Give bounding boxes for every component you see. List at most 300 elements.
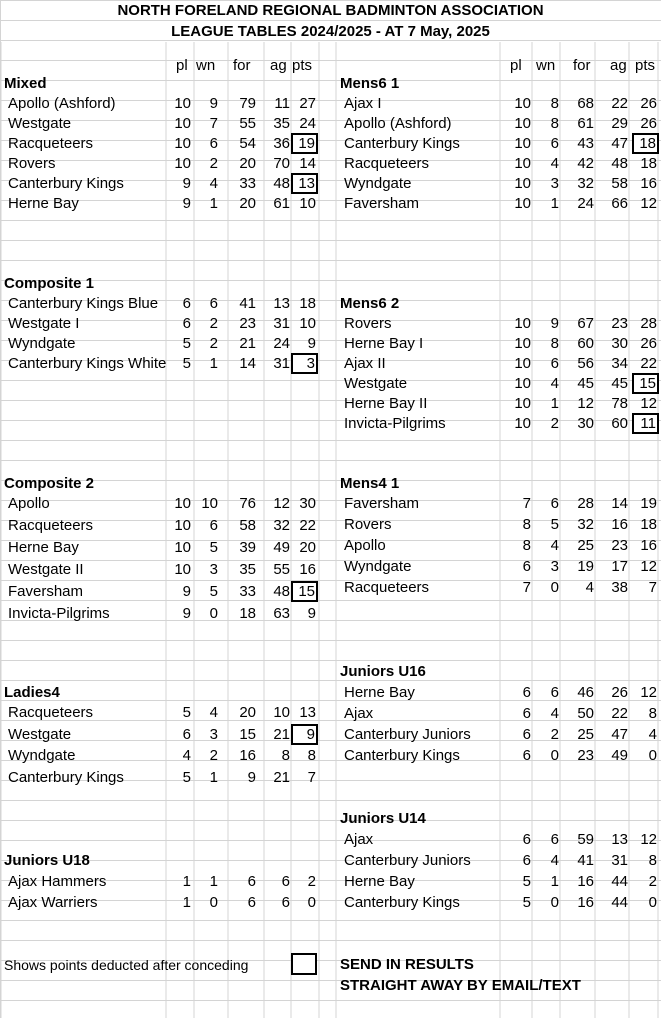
cell-pl: 7	[522, 495, 531, 512]
cell-ag: 31	[273, 315, 290, 332]
cell-pts: 7	[648, 579, 657, 596]
cell-pl: 6	[522, 852, 531, 869]
cell-for: 35	[239, 561, 256, 578]
team-name: Apollo	[8, 495, 50, 512]
table-row	[0, 354, 661, 374]
cell-pts-deducted: 18	[632, 133, 659, 154]
cell-pl: 6	[182, 725, 191, 743]
cell-wn: 2	[209, 155, 218, 172]
team-name: Invicta-Pilgrims	[344, 415, 446, 432]
cell-wn: 5	[550, 516, 559, 533]
cell-pts: 20	[299, 539, 316, 556]
cell-pl: 10	[174, 517, 191, 534]
team-name: Wyndgate	[8, 335, 76, 352]
table-row	[0, 134, 661, 154]
team-name: Wyndgate	[344, 558, 412, 575]
team-name: Ajax	[344, 831, 374, 848]
cell-wn: 6	[209, 517, 218, 534]
cell-ag: 48	[611, 155, 628, 172]
team-name: Westgate I	[8, 315, 80, 332]
cell-pl: 10	[514, 135, 531, 152]
cell-pts: 10	[299, 315, 316, 332]
cell-wn: 6	[550, 135, 559, 152]
cell-pl: 10	[514, 315, 531, 332]
cell-pl: 10	[514, 115, 531, 132]
cell-ag: 32	[273, 517, 290, 534]
table-row	[0, 94, 661, 114]
cell-wn: 6	[550, 831, 559, 848]
cell-pts: 9	[307, 605, 316, 622]
cell-wn: 8	[550, 95, 559, 112]
cell-ag: 47	[611, 726, 628, 743]
table-row	[0, 830, 661, 850]
cell-ag: 12	[273, 495, 290, 512]
cell-pl: 10	[514, 375, 531, 392]
cell-wn: 3	[209, 561, 218, 578]
cell-for: 67	[577, 315, 594, 332]
cell-for: 32	[577, 516, 594, 533]
cell-for: 54	[239, 135, 256, 152]
cell-pts-deducted: 15	[291, 581, 318, 602]
section-title: Juniors U18	[4, 852, 90, 869]
cell-pts: 28	[640, 315, 657, 332]
cell-for: 76	[239, 495, 256, 512]
table-row	[0, 194, 661, 214]
section-title: Juniors U14	[340, 810, 426, 827]
cell-pts: 7	[307, 768, 316, 786]
cell-for: 16	[577, 894, 594, 911]
header-ag: ag	[270, 57, 287, 74]
team-name: Rovers	[8, 155, 56, 172]
team-name: Canterbury Kings White	[8, 355, 167, 372]
cell-ag: 60	[611, 415, 628, 432]
cell-pl: 6	[522, 684, 531, 701]
cell-pl: 9	[182, 605, 191, 622]
table-row	[0, 334, 661, 354]
cell-for: 9	[247, 768, 256, 786]
cell-pts: 2	[648, 873, 657, 890]
cell-pts-deducted: 19	[291, 133, 318, 154]
cell-for: 55	[239, 115, 256, 132]
cell-for: 16	[239, 747, 256, 764]
section-title: Composite 2	[4, 475, 95, 492]
cell-for: 25	[577, 726, 594, 743]
team-name: Racqueteers	[8, 517, 94, 534]
cell-pl: 9	[182, 583, 191, 600]
cell-pts-deducted: 13	[291, 173, 318, 194]
cell-pl: 10	[514, 95, 531, 112]
cell-pl: 6	[522, 558, 531, 575]
cell-pl: 9	[182, 195, 191, 212]
cell-ag: 44	[611, 873, 628, 890]
cell-for: 28	[577, 495, 594, 512]
cell-pts: 12	[640, 831, 657, 848]
section-title: Juniors U16	[340, 663, 426, 680]
cell-ag: 6	[281, 873, 290, 890]
legend-text: Shows points deducted after conceding	[4, 957, 249, 973]
cell-wn: 1	[550, 873, 559, 890]
cell-ag: 55	[273, 561, 290, 578]
team-name: Ajax I	[344, 95, 382, 112]
cell-wn: 1	[209, 768, 218, 786]
cell-ag: 38	[611, 579, 628, 596]
team-name: Apollo (Ashford)	[8, 95, 116, 112]
team-name: Canterbury Kings	[8, 175, 124, 192]
cell-wn: 0	[550, 894, 559, 911]
cell-ag: 44	[611, 894, 628, 911]
cell-ag: 78	[611, 395, 628, 412]
cell-wn: 9	[550, 315, 559, 332]
cell-wn: 8	[550, 115, 559, 132]
cell-for: 20	[239, 195, 256, 212]
cell-wn: 4	[550, 155, 559, 172]
cell-ag: 58	[611, 175, 628, 192]
section-title: Mens6 2	[340, 295, 400, 312]
cell-pts: 18	[299, 295, 316, 312]
cell-ag: 49	[611, 747, 628, 764]
cell-pl: 1	[182, 894, 191, 911]
cell-ag: 30	[611, 335, 628, 352]
cell-wn: 2	[550, 415, 559, 432]
table-row	[0, 374, 661, 394]
cell-ag: 26	[611, 684, 628, 701]
cell-pl: 8	[522, 516, 531, 533]
cell-for: 41	[239, 295, 256, 312]
header-for: for	[233, 57, 251, 74]
cell-for: 43	[577, 135, 594, 152]
cell-pl: 7	[522, 579, 531, 596]
cell-ag: 13	[611, 831, 628, 848]
cell-for: 30	[577, 415, 594, 432]
cell-for: 14	[239, 355, 256, 372]
send-results-line2: STRAIGHT AWAY BY EMAIL/TEXT	[340, 977, 581, 994]
cell-pl: 5	[182, 768, 191, 786]
cell-for: 19	[577, 558, 594, 575]
cell-for: 33	[239, 583, 256, 600]
section-title: Mens4 1	[340, 475, 400, 492]
cell-for: 12	[577, 395, 594, 412]
cell-pts: 10	[299, 195, 316, 212]
cell-pl: 10	[514, 155, 531, 172]
cell-pts: 30	[299, 495, 316, 512]
cell-for: 33	[239, 175, 256, 192]
header-wn: wn	[196, 57, 216, 74]
cell-ag: 70	[273, 155, 290, 172]
cell-pl: 10	[174, 539, 191, 556]
table-row	[0, 314, 661, 334]
cell-pts: 12	[640, 684, 657, 701]
table-row	[0, 683, 661, 703]
team-name: Ajax	[344, 705, 374, 722]
cell-wn: 10	[201, 495, 218, 512]
table-row	[0, 704, 661, 724]
cell-pl: 10	[514, 395, 531, 412]
cell-ag: 24	[273, 335, 290, 352]
cell-pl: 5	[182, 335, 191, 352]
cell-wn: 0	[550, 579, 559, 596]
cell-wn: 7	[209, 115, 218, 132]
table-row	[0, 851, 661, 871]
table-row	[0, 494, 661, 514]
cell-pts: 0	[307, 894, 316, 911]
cell-ag: 14	[611, 495, 628, 512]
cell-pts: 12	[640, 395, 657, 412]
cell-for: 50	[577, 705, 594, 722]
cell-wn: 0	[209, 894, 218, 911]
table-row	[0, 414, 661, 434]
cell-wn: 3	[550, 558, 559, 575]
cell-for: 6	[247, 873, 256, 890]
cell-pl: 10	[514, 335, 531, 352]
cell-ag: 16	[611, 516, 628, 533]
cell-for: 42	[577, 155, 594, 172]
cell-wn: 2	[550, 726, 559, 743]
cell-ag: 23	[611, 537, 628, 554]
team-name: Herne Bay	[344, 684, 415, 701]
cell-pts: 8	[648, 705, 657, 722]
cell-pts: 22	[640, 355, 657, 372]
table-row	[0, 557, 661, 577]
cell-pl: 10	[174, 135, 191, 152]
cell-ag: 10	[273, 704, 290, 721]
cell-wn: 3	[209, 725, 218, 743]
section-title: Ladies4	[4, 684, 60, 701]
cell-wn: 2	[209, 315, 218, 332]
cell-ag: 22	[611, 95, 628, 112]
cell-pts: 8	[307, 747, 316, 764]
cell-pts: 13	[299, 704, 316, 721]
cell-pts: 0	[648, 894, 657, 911]
cell-for: 58	[239, 517, 256, 534]
cell-ag: 35	[273, 115, 290, 132]
team-name: Ajax II	[344, 355, 386, 372]
cell-pl: 10	[514, 415, 531, 432]
cell-ag: 49	[273, 539, 290, 556]
table-row	[0, 536, 661, 556]
cell-pl: 6	[522, 705, 531, 722]
page-subtitle: LEAGUE TABLES 2024/2025 - AT 7 May, 2025	[171, 23, 490, 40]
cell-for: 45	[577, 375, 594, 392]
cell-ag: 17	[611, 558, 628, 575]
cell-pts: 26	[640, 95, 657, 112]
cell-wn: 6	[550, 495, 559, 512]
cell-pl: 6	[182, 315, 191, 332]
team-name: Rovers	[344, 315, 392, 332]
cell-for: 79	[239, 95, 256, 112]
team-name: Canterbury Kings Blue	[8, 295, 159, 312]
cell-pl: 10	[174, 495, 191, 512]
legend-box	[291, 953, 317, 975]
cell-for: 4	[585, 579, 594, 596]
cell-ag: 48	[273, 583, 290, 600]
cell-pl: 10	[514, 195, 531, 212]
cell-pts: 22	[299, 517, 316, 534]
team-name: Westgate	[344, 375, 408, 392]
cell-for: 60	[577, 335, 594, 352]
cell-pl: 10	[514, 355, 531, 372]
cell-pl: 4	[182, 747, 191, 764]
cell-pl: 10	[174, 155, 191, 172]
cell-ag: 66	[611, 195, 628, 212]
cell-ag: 34	[611, 355, 628, 372]
cell-pts: 18	[640, 516, 657, 533]
team-name: Faversham	[344, 495, 420, 512]
team-name: Westgate	[8, 115, 72, 132]
team-name: Invicta-Pilgrims	[8, 605, 110, 622]
cell-pts: 24	[299, 115, 316, 132]
cell-for: 23	[577, 747, 594, 764]
cell-ag: 47	[611, 135, 628, 152]
cell-wn: 1	[550, 195, 559, 212]
cell-wn: 4	[550, 852, 559, 869]
cell-for: 23	[239, 315, 256, 332]
cell-pl: 6	[182, 295, 191, 312]
cell-wn: 0	[209, 605, 218, 622]
cell-for: 56	[577, 355, 594, 372]
cell-wn: 1	[209, 355, 218, 372]
cell-for: 24	[577, 195, 594, 212]
team-name: Canterbury Kings	[344, 747, 460, 764]
cell-pts: 26	[640, 115, 657, 132]
header-pl: pl	[176, 57, 188, 74]
table-row	[0, 604, 661, 624]
cell-pts-deducted: 3	[291, 353, 318, 374]
cell-for: 41	[577, 852, 594, 869]
cell-wn: 6	[209, 135, 218, 152]
team-name: Wyndgate	[8, 747, 76, 764]
cell-wn: 6	[209, 295, 218, 312]
page-title: NORTH FORELAND REGIONAL BADMINTON ASSOCIATION	[117, 2, 544, 19]
cell-pl: 6	[522, 726, 531, 743]
team-name: Herne Bay II	[344, 395, 428, 412]
team-name: Faversham	[8, 583, 84, 600]
cell-pl: 5	[182, 704, 191, 721]
cell-ag: 31	[611, 852, 628, 869]
header-pts: pts	[292, 57, 313, 74]
cell-ag: 48	[273, 175, 290, 192]
cell-pts: 8	[648, 852, 657, 869]
cell-pts: 16	[640, 537, 657, 554]
team-name: Herne Bay	[8, 539, 79, 556]
cell-for: 21	[239, 335, 256, 352]
cell-wn: 9	[209, 95, 218, 112]
header-pl: pl	[510, 57, 522, 74]
header-wn: wn	[536, 57, 556, 74]
cell-for: 61	[577, 115, 594, 132]
table-row	[0, 872, 661, 892]
cell-wn: 6	[550, 684, 559, 701]
cell-pts-deducted: 9	[291, 724, 318, 745]
cell-for: 59	[577, 831, 594, 848]
team-name: Ajax Warriers	[8, 894, 98, 911]
team-name: Apollo (Ashford)	[344, 115, 452, 132]
table-row	[0, 294, 661, 314]
team-name: Wyndgate	[344, 175, 412, 192]
cell-pts: 16	[299, 561, 316, 578]
cell-pl: 5	[182, 355, 191, 372]
cell-for: 15	[239, 725, 256, 743]
team-name: Westgate II	[8, 561, 84, 578]
cell-ag: 36	[273, 135, 290, 152]
header-ag: ag	[610, 57, 627, 74]
cell-wn: 1	[209, 195, 218, 212]
cell-for: 6	[247, 894, 256, 911]
cell-pts: 12	[640, 195, 657, 212]
team-name: Canterbury Kings	[344, 894, 460, 911]
section-title: Mens6 1	[340, 75, 400, 92]
send-results-line1: SEND IN RESULTS	[340, 956, 474, 973]
cell-pts: 4	[648, 726, 657, 743]
table-row	[0, 578, 661, 598]
table-row	[0, 893, 661, 913]
cell-ag: 29	[611, 115, 628, 132]
cell-for: 46	[577, 684, 594, 701]
cell-pl: 6	[522, 831, 531, 848]
cell-for: 20	[239, 155, 256, 172]
cell-ag: 11	[274, 95, 290, 112]
cell-pl: 8	[522, 537, 531, 554]
cell-ag: 21	[273, 725, 290, 743]
cell-pts: 0	[648, 747, 657, 764]
team-name: Rovers	[344, 516, 392, 533]
cell-wn: 4	[209, 175, 218, 192]
section-title: Composite 1	[4, 275, 95, 292]
team-name: Herne Bay	[8, 195, 79, 212]
table-row	[0, 746, 661, 766]
cell-wn: 8	[550, 335, 559, 352]
cell-wn: 2	[209, 747, 218, 764]
cell-wn: 0	[550, 747, 559, 764]
header-pts: pts	[635, 57, 656, 74]
cell-wn: 5	[209, 539, 218, 556]
cell-for: 32	[577, 175, 594, 192]
cell-wn: 6	[550, 355, 559, 372]
cell-ag: 8	[281, 747, 290, 764]
cell-ag: 22	[611, 705, 628, 722]
header-for: for	[573, 57, 591, 74]
team-name: Ajax Hammers	[8, 873, 107, 890]
cell-for: 16	[577, 873, 594, 890]
cell-pts: 18	[640, 155, 657, 172]
cell-pts: 14	[299, 155, 316, 172]
cell-pl: 6	[522, 747, 531, 764]
team-name: Westgate	[8, 725, 72, 743]
cell-for: 25	[577, 537, 594, 554]
cell-pts: 19	[640, 495, 657, 512]
table-row	[0, 114, 661, 134]
cell-ag: 45	[611, 375, 628, 392]
cell-wn: 4	[209, 704, 218, 721]
team-name: Racqueteers	[344, 155, 430, 172]
table-row	[0, 174, 661, 194]
cell-pl: 5	[522, 894, 531, 911]
table-row	[0, 725, 661, 745]
cell-for: 68	[577, 95, 594, 112]
cell-pl: 10	[174, 115, 191, 132]
cell-ag: 13	[273, 295, 290, 312]
table-row	[0, 515, 661, 535]
cell-wn: 1	[209, 873, 218, 890]
cell-ag: 63	[273, 605, 290, 622]
cell-ag: 6	[281, 894, 290, 911]
cell-pts: 16	[640, 175, 657, 192]
table-row	[0, 154, 661, 174]
cell-pts-deducted: 15	[632, 373, 659, 394]
cell-pts: 12	[640, 558, 657, 575]
cell-ag: 21	[273, 768, 290, 786]
cell-pl: 5	[522, 873, 531, 890]
team-name: Faversham	[344, 195, 420, 212]
